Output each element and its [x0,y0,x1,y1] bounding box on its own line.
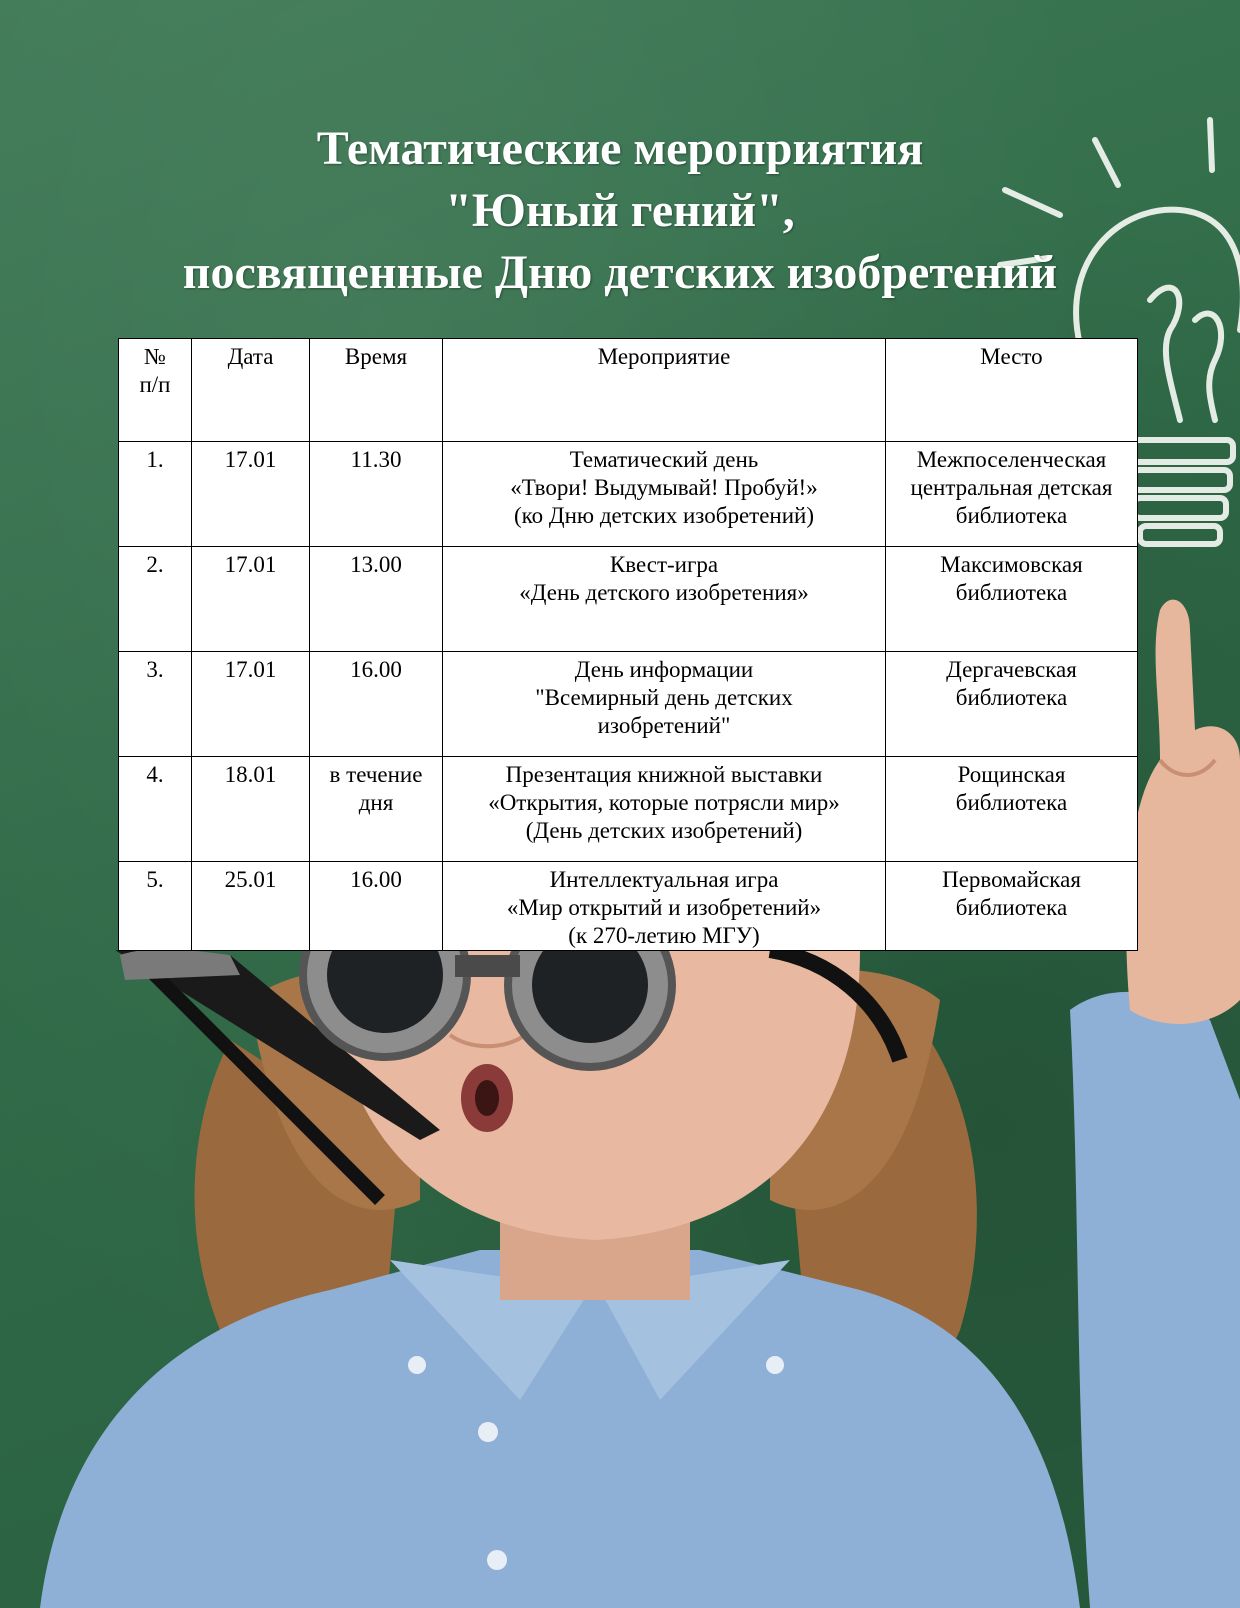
title-line-2: "Юный гений", [445,184,795,237]
row-date: 18.01 [192,757,310,862]
header-num: № п/п [119,339,192,442]
row-event: День информации "Всемирный день детских изобретений" [443,652,886,757]
table-row [119,547,1138,652]
row-date: 17.01 [192,547,310,652]
row-num: 2. [119,547,192,652]
title-line-3: посвященные Дню детских изобретений [182,246,1058,299]
row-date: 17.01 [192,442,310,547]
row-event: Презентация книжной выставки «Открытия, которые потрясли мир» (День детских изобретений) [443,757,886,862]
row-time: 13.00 [310,547,443,652]
row-time: 16.00 [310,652,443,757]
header-date: Дата [192,339,310,442]
row-place: Межпоселенческая центральная детская библиотека [886,442,1138,547]
row-time: 11.30 [310,442,443,547]
row-event: Квест-игра «День детского изобретения» [443,547,886,652]
row-event: Интеллектуальная игра «Мир открытий и изобретений» (к 270-летию МГУ) [443,862,886,951]
row-place: Первомайская библиотека [886,862,1138,951]
table-row [119,652,1138,757]
header-place: Место [886,339,1138,442]
row-place: Дергачевская библиотека [886,652,1138,757]
table-row [119,757,1138,862]
title-line-1: Тематические мероприятия [316,122,924,175]
row-place: Рощинская библиотека [886,757,1138,862]
table-row [119,442,1138,547]
table-row [119,862,1138,951]
row-event: Тематический день «Твори! Выдумывай! Пробуй!» (ко Дню детских изобретений) [443,442,886,547]
header-time: Время [310,339,443,442]
page-title [0,118,1240,304]
row-num: 3. [119,652,192,757]
row-date: 17.01 [192,652,310,757]
row-num: 4. [119,757,192,862]
row-num: 5. [119,862,192,951]
row-date: 25.01 [192,862,310,951]
table-header-row [119,339,1138,442]
row-time: в течение дня [310,757,443,862]
row-place: Максимовская библиотека [886,547,1138,652]
events-table [118,338,1138,951]
header-event: Мероприятие [443,339,886,442]
row-num: 1. [119,442,192,547]
row-time: 16.00 [310,862,443,951]
